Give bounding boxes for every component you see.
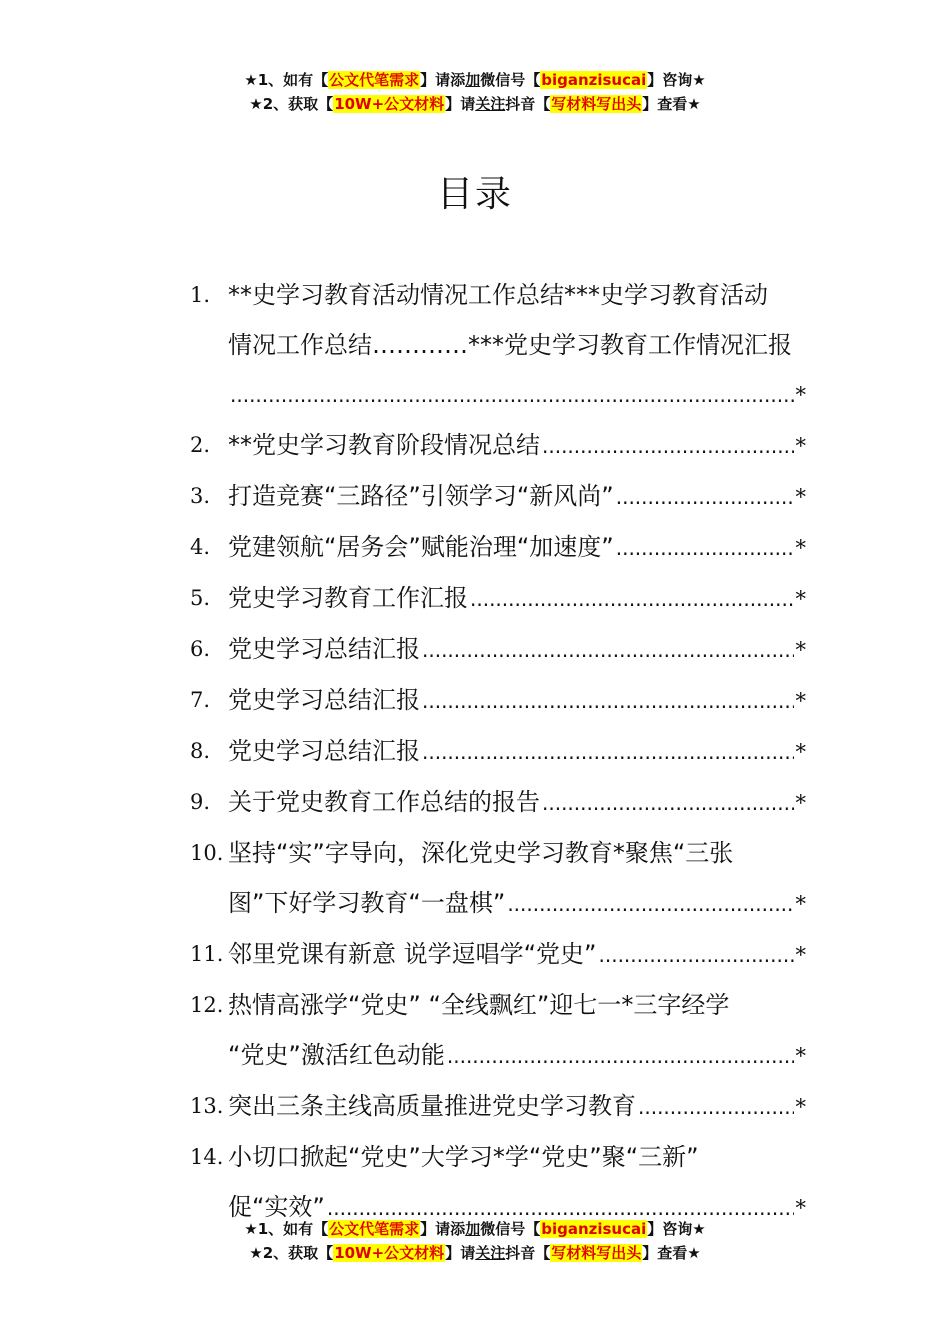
toc-entry-number: 11. <box>190 942 224 966</box>
toc-entry-text: 打造竞赛“三路径”引领学习“新风尚” <box>228 482 614 510</box>
toc-entry-body <box>228 573 806 624</box>
toc-page-number: * <box>795 740 806 764</box>
toc-entry-body <box>228 929 806 980</box>
promo-line-1: ★1、如有【公文代笔需求】请添加微信号【biganzisucai】咨询★ <box>244 71 706 89</box>
promo-line-2: ★2、获取【10W+公文材料】请关注抖音【写材料写出头】查看★ <box>249 95 701 113</box>
toc-entry-last-line <box>228 522 806 573</box>
toc-entry-last-line <box>228 929 806 980</box>
promo-line-2: ★2、获取【10W+公文材料】请关注抖音【写材料写出头】查看★ <box>249 1244 701 1262</box>
dot-leader <box>599 930 794 980</box>
toc-entry-text: 邻里党课有新意 说学逗唱学“党史” <box>228 940 597 968</box>
toc-entry-text: **党史学习教育阶段情况总结 <box>228 431 540 459</box>
footer-promo-banner <box>0 1217 950 1265</box>
toc-entry-last-line <box>228 471 806 522</box>
toc-entry-text: 党史学习总结汇报 <box>228 635 420 663</box>
toc-entry-text: 热情高涨学“党史” “全线飘红”迎七一*三字经学 <box>228 991 730 1019</box>
toc-entry-last-line <box>228 573 806 624</box>
toc-entry-text: 图”下好学习教育“一盘棋” <box>228 889 506 917</box>
toc-entry-body <box>228 828 806 929</box>
toc-entry[interactable] <box>190 624 806 675</box>
toc-entry-text: 情况工作总结…………***党史学习教育工作情况汇报 <box>228 331 792 359</box>
dot-leader <box>422 676 794 726</box>
toc-entry-last-line <box>228 675 806 726</box>
toc-page-number: * <box>795 791 806 815</box>
toc-entry[interactable] <box>190 471 806 522</box>
toc-entry-body <box>228 1081 806 1132</box>
toc-entry-last-line <box>228 878 806 929</box>
toc-entry[interactable] <box>190 777 806 828</box>
toc-entry-body <box>228 624 806 675</box>
toc-entry-last-line <box>228 1030 806 1081</box>
toc-page-number: * <box>795 587 806 611</box>
toc-entry-number: 5. <box>190 586 211 610</box>
toc-entry-number: 2. <box>190 433 211 457</box>
toc-entry[interactable] <box>190 675 806 726</box>
toc-page-number: * <box>795 1196 806 1220</box>
toc-entry-text: 关于党史教育工作总结的报告 <box>228 788 540 816</box>
toc-entry[interactable] <box>190 522 806 573</box>
toc-entry-text: “党史”激活红色动能 <box>228 1041 445 1069</box>
toc-entry-text: 党史学习总结汇报 <box>228 686 420 714</box>
toc-page-number: * <box>795 434 806 458</box>
toc-page-number: * <box>795 536 806 560</box>
toc-entry-text: 党史学习总结汇报 <box>228 737 420 765</box>
toc-entry-last-line <box>228 624 806 675</box>
toc-entry-body <box>228 777 806 828</box>
dot-leader <box>422 727 794 777</box>
toc-entry-text: 党史学习教育工作汇报 <box>228 584 468 612</box>
toc-entry-last-line <box>228 420 806 471</box>
toc-page-number: * <box>795 485 806 509</box>
toc-entry-text: **史学习教育活动情况工作总结***史学习教育活动 <box>228 281 768 309</box>
toc-entry-body <box>228 522 806 573</box>
toc-entry-number: 14. <box>190 1145 224 1169</box>
toc-entry-number: 12. <box>190 993 224 1017</box>
table-of-contents <box>190 270 806 1233</box>
toc-entry-text: 坚持“实”字导向，深化党史学习教育*聚焦“三张 <box>228 839 734 867</box>
toc-entry[interactable] <box>190 1081 806 1132</box>
toc-page-number: * <box>795 638 806 662</box>
dot-leader <box>542 778 794 828</box>
toc-entry-number: 6. <box>190 637 211 661</box>
toc-entry[interactable] <box>190 573 806 624</box>
header-promo-banner <box>0 68 950 116</box>
toc-entry-text: 促“实效” <box>228 1193 325 1221</box>
toc-entry[interactable] <box>190 980 806 1081</box>
toc-entry-number: 9. <box>190 790 211 814</box>
toc-page-number: * <box>795 1095 806 1119</box>
toc-page-number: * <box>795 383 806 407</box>
toc-entry-body <box>228 980 806 1081</box>
toc-page-number: * <box>795 943 806 967</box>
toc-entry-number: 7. <box>190 688 211 712</box>
toc-entry-text: 小切口掀起“党史”大学习*学“党史”聚“三新” <box>228 1143 699 1171</box>
toc-entry[interactable] <box>190 420 806 471</box>
toc-entry-number: 1. <box>190 283 211 307</box>
toc-entry-last-line <box>228 726 806 777</box>
toc-entry-number: 10. <box>190 841 224 865</box>
dot-leader <box>447 1031 794 1081</box>
toc-entry-body <box>228 420 806 471</box>
dot-leader <box>542 421 794 471</box>
promo-line-1: ★1、如有【公文代笔需求】请添加微信号【biganzisucai】咨询★ <box>244 1220 706 1238</box>
toc-entry-last-line <box>228 1081 806 1132</box>
toc-page-number: * <box>795 1044 806 1068</box>
dot-leader <box>616 523 794 573</box>
toc-entry-body <box>228 675 806 726</box>
page-title: 目录 <box>436 174 513 215</box>
toc-entry-number: 4. <box>190 535 211 559</box>
dot-leader <box>616 472 794 522</box>
dot-leader <box>638 1082 794 1132</box>
toc-entry[interactable] <box>190 929 806 980</box>
toc-entry[interactable] <box>190 270 806 420</box>
dot-leader <box>422 625 794 675</box>
dot-leader <box>230 370 794 420</box>
toc-page-number: * <box>795 689 806 713</box>
dot-leader <box>507 879 793 929</box>
toc-entry-number: 3. <box>190 484 211 508</box>
toc-entry-number: 13. <box>190 1094 224 1118</box>
toc-entry-last-line <box>228 370 806 420</box>
toc-entry-body <box>228 726 806 777</box>
toc-entry-text: 党建领航“居务会”赋能治理“加速度” <box>228 533 614 561</box>
toc-entry-text: 突出三条主线高质量推进党史学习教育 <box>228 1092 636 1120</box>
toc-entry[interactable] <box>190 828 806 929</box>
toc-entry-body <box>228 471 806 522</box>
toc-entry[interactable] <box>190 726 806 777</box>
toc-entry-last-line <box>228 777 806 828</box>
toc-entry-number: 8. <box>190 739 211 763</box>
toc-page-number: * <box>795 892 806 916</box>
toc-entry-body <box>228 270 806 420</box>
dot-leader <box>470 574 794 624</box>
